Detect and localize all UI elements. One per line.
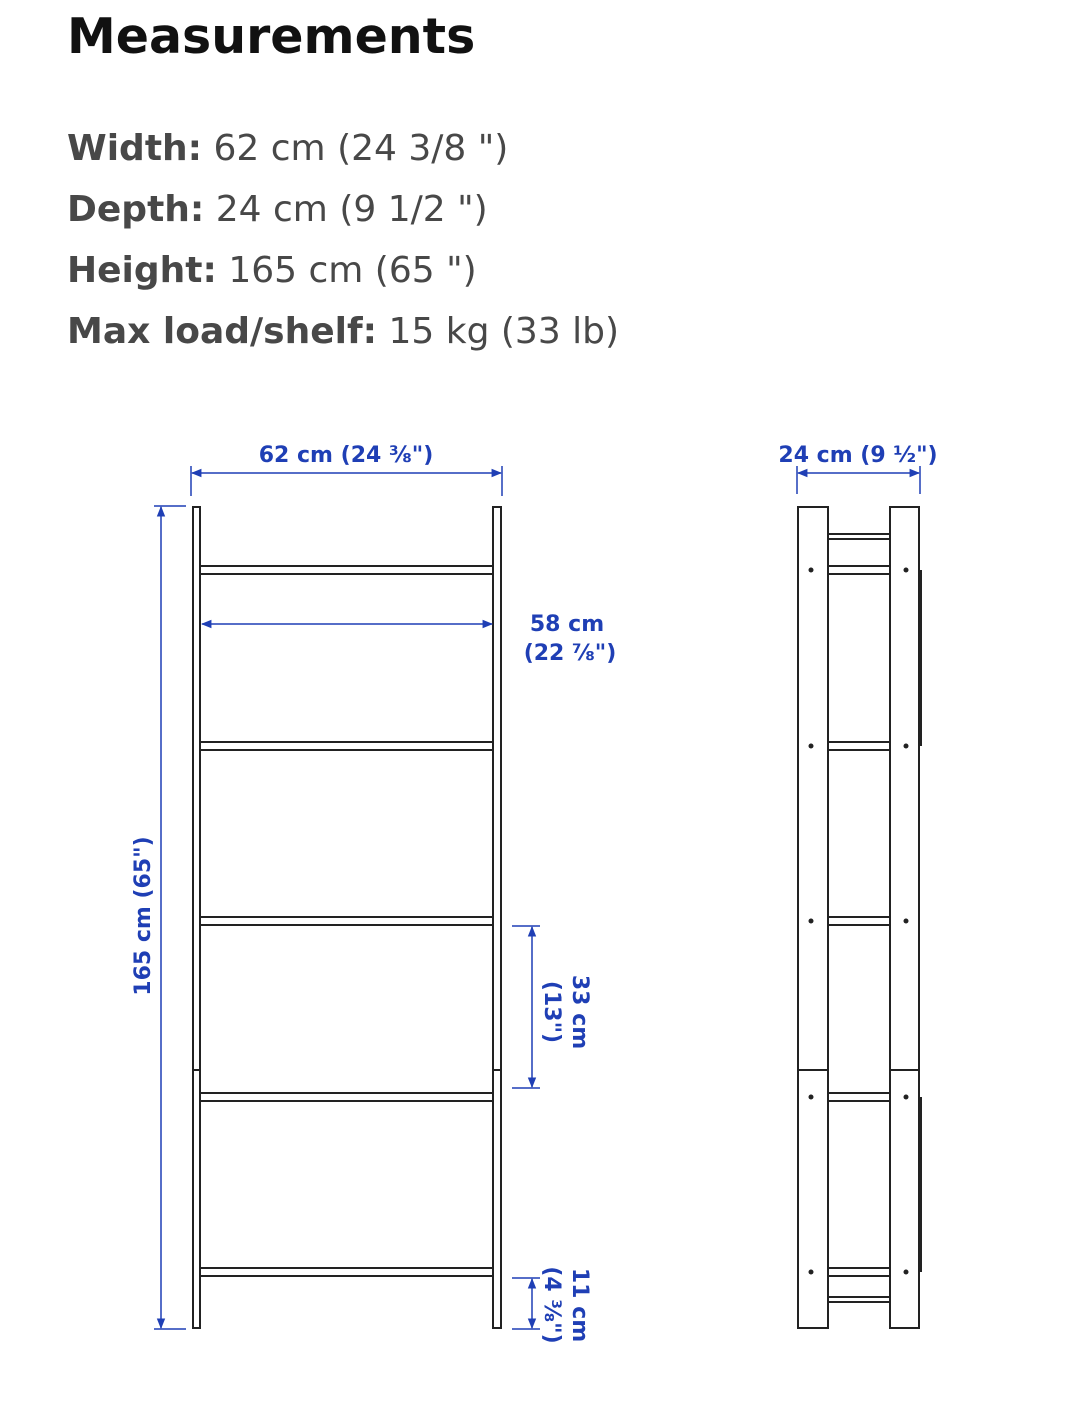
side-shelf-3: [828, 917, 890, 925]
inner-width-label-line1: 58 cm: [529, 612, 605, 637]
bottom-gap-label-line2: (4 ⅜"): [539, 1266, 564, 1344]
front-view: [193, 507, 501, 1328]
shelf-dimension-diagram: [0, 400, 1080, 1400]
spec-depth-label: Depth:: [67, 189, 205, 230]
front-shelf-5: [200, 1268, 493, 1276]
depth-dimension: [797, 466, 920, 494]
shelf-gap-dimension: [512, 926, 540, 1088]
side-shelf-1: [828, 566, 890, 574]
front-shelf-1: [200, 566, 493, 574]
front-right-post: [493, 507, 501, 1328]
spec-depth: [67, 179, 619, 240]
spec-height-value: 165 cm (65 "): [228, 250, 477, 291]
spec-width: [67, 118, 619, 179]
measurements-list: [67, 118, 619, 362]
side-shelf-4: [828, 1093, 890, 1101]
spec-max-load-value: 15 kg (33 lb): [388, 311, 620, 352]
front-shelf-4: [200, 1093, 493, 1101]
side-front-post: [798, 507, 828, 1328]
shelf-gap-label-line2: (13"): [539, 980, 564, 1044]
inner-width-label-line2: (22 ⅞"): [523, 641, 617, 666]
bottom-gap-dimension: [512, 1278, 540, 1329]
spec-width-value: 62 cm (24 3/8 "): [213, 128, 509, 169]
front-shelf-3: [200, 917, 493, 925]
spec-max-load-label: Max load/shelf:: [67, 311, 378, 352]
front-shelf-2: [200, 742, 493, 750]
shelf-gap-label-line1: 33 cm: [567, 974, 592, 1050]
spec-depth-value: 24 cm (9 1/2 "): [215, 189, 488, 230]
spec-height-label: Height:: [67, 250, 217, 291]
width-dimension: [191, 466, 502, 496]
front-left-post: [193, 507, 200, 1328]
spec-max-load: [67, 301, 619, 362]
side-view: [798, 507, 921, 1328]
side-shelf-2: [828, 742, 890, 750]
bottom-gap-label-line1: 11 cm: [567, 1267, 592, 1343]
spec-height: [67, 240, 619, 301]
side-shelf-5: [828, 1268, 890, 1276]
height-dimension-label: 165 cm (65"): [131, 836, 156, 996]
height-dimension: [154, 506, 186, 1329]
spec-width-label: Width:: [67, 128, 203, 169]
side-top-rail: [828, 534, 890, 539]
side-bottom-rail: [828, 1297, 890, 1302]
depth-dimension-label: 24 cm (9 ½"): [778, 443, 938, 468]
side-back-post: [890, 507, 919, 1328]
width-dimension-label: 62 cm (24 ⅜"): [258, 443, 434, 468]
page-title: Measurements: [67, 8, 476, 65]
